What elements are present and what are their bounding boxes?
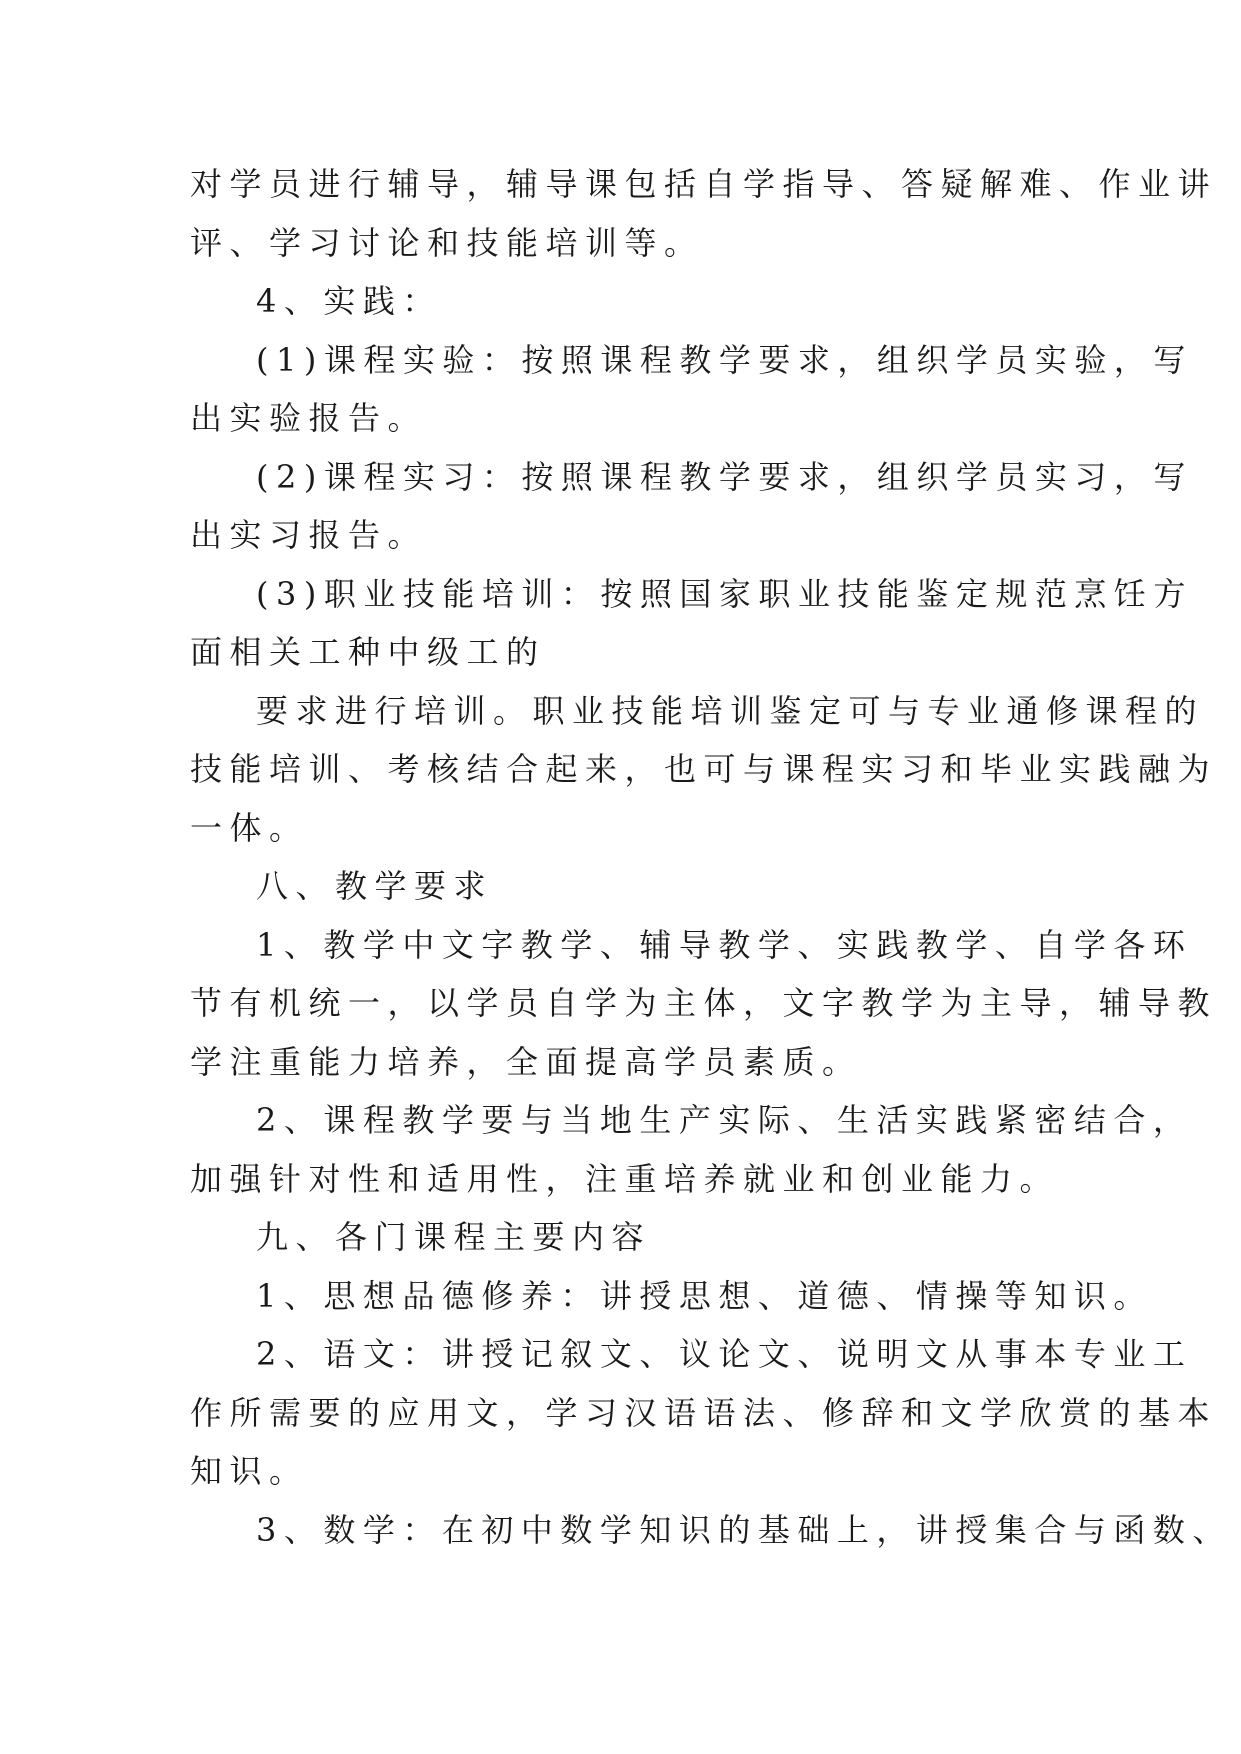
text-line: 一体。 [190,808,309,847]
text-line: 作所需要的应用文，学习汉语语法、修辞和文学欣赏的基本 [190,1393,1218,1432]
text-line: 2、课程教学要与当地生产实际、生活实践紧密结合， [256,1101,1193,1139]
text-line: 学注重能力培养，全面提高学员素质。 [190,1042,862,1081]
text-line: 1、教学中文字教学、辅导教学、实践教学、自学各环 [256,925,1193,964]
document-body [190,155,1232,1559]
text-line: 对学员进行辅导，辅导课包括自学指导、答疑解难、作业讲 [190,165,1218,203]
text-line: (1)课程实验：按照课程教学要求，组织学员实验，写 [256,340,1193,379]
text-line: (2)课程实习：按照课程教学要求，组织学员实习，写 [256,457,1193,496]
section-heading: 4、实践： [256,282,442,320]
text-line: 出实习报告。 [190,516,428,554]
text-line: 节有机统一，以学员自学为主体，文字教学为主导，辅导教 [190,984,1218,1022]
text-line: 要求进行培训。职业技能培训鉴定可与专业通修课程的 [256,691,1205,730]
text-line: 知识。 [190,1452,309,1490]
text-line: 技能培训、考核结合起来，也可与课程实习和毕业实践融为 [190,750,1218,788]
section-heading: 八、教学要求 [256,867,494,905]
text-line: 1、思想品德修养：讲授思想、道德、情操等知识。 [256,1276,1153,1315]
text-line: 2、语文：讲授记叙文、议论文、说明文从事本专业工 [256,1335,1193,1373]
text-line: 面相关工种中级工的 [190,633,546,671]
text-line: (3)职业技能培训：按照国家职业技能鉴定规范烹饪方 [256,574,1193,613]
text-line: 出实验报告。 [190,399,428,437]
text-line: 3、数学：在初中数学知识的基础上，讲授集合与函数、 [256,1510,1232,1549]
text-line: 评、学习讨论和技能培训等。 [190,223,704,262]
section-heading: 九、各门课程主要内容 [256,1218,652,1256]
text-line: 加强针对性和适用性，注重培养就业和创业能力。 [190,1159,1060,1198]
